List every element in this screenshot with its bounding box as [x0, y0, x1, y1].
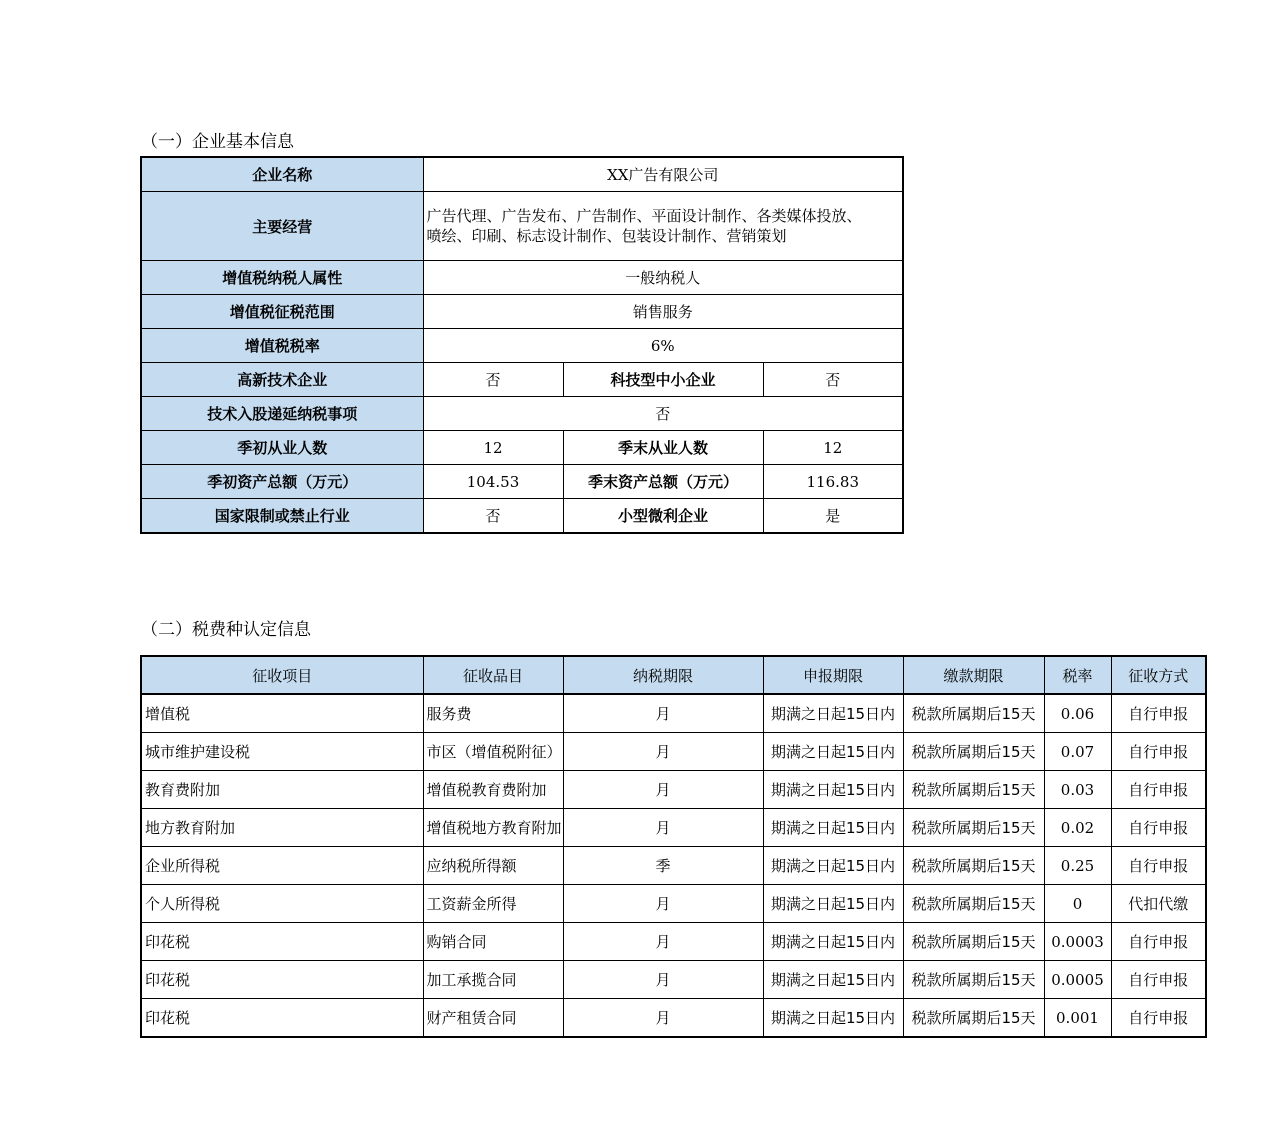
filing-deadline-cell: 期满之日起15日内	[763, 999, 903, 1038]
vat-taxpayer-label: 增值税纳税人属性	[141, 261, 423, 295]
row-vat-rate	[141, 329, 903, 363]
header-cell: 税率	[1044, 656, 1111, 694]
filing-deadline-cell: 期满之日起15日内	[763, 923, 903, 961]
tax-item-cell: 印花税	[141, 961, 423, 999]
restricted-label: 国家限制或禁止行业	[141, 499, 423, 534]
payment-deadline-cell: 税款所属期后15天	[903, 847, 1044, 885]
header-cell: 缴款期限	[903, 656, 1044, 694]
tax-period-cell: 月	[563, 923, 763, 961]
tax-period-cell: 月	[563, 694, 763, 733]
company-name-value: XX广告有限公司	[423, 157, 903, 192]
main-business-line2: 喷绘、印刷、标志设计制作、包装设计制作、营销策划	[426, 227, 787, 245]
main-business-value	[423, 192, 903, 261]
tax-period-cell: 月	[563, 885, 763, 923]
table-row	[141, 771, 1206, 809]
payment-deadline-cell: 税款所属期后15天	[903, 771, 1044, 809]
row-company-name	[141, 157, 903, 192]
employees-end-label: 季末从业人数	[563, 431, 763, 465]
tax-info-table	[140, 655, 1207, 1038]
collection-method-cell: 自行申报	[1111, 923, 1206, 961]
vat-scope-label: 增值税征税范围	[141, 295, 423, 329]
payment-deadline-cell: 税款所属期后15天	[903, 961, 1044, 999]
company-name-label: 企业名称	[141, 157, 423, 192]
vat-taxpayer-value: 一般纳税人	[423, 261, 903, 295]
header-cell: 征收方式	[1111, 656, 1206, 694]
payment-deadline-cell: 税款所属期后15天	[903, 999, 1044, 1038]
tax-table-body	[141, 694, 1206, 1037]
micro-label: 小型微利企业	[563, 499, 763, 534]
filing-deadline-cell: 期满之日起15日内	[763, 885, 903, 923]
header-cell: 申报期限	[763, 656, 903, 694]
tax-rate-cell: 0.001	[1044, 999, 1111, 1038]
collection-method-cell: 自行申报	[1111, 771, 1206, 809]
payment-deadline-cell: 税款所属期后15天	[903, 923, 1044, 961]
filing-deadline-cell: 期满之日起15日内	[763, 771, 903, 809]
tech-deferral-value: 否	[423, 397, 903, 431]
table-row	[141, 847, 1206, 885]
tax-rate-cell: 0.25	[1044, 847, 1111, 885]
tax-rate-cell: 0.06	[1044, 694, 1111, 733]
tax-item-cell: 印花税	[141, 999, 423, 1038]
collection-method-cell: 自行申报	[1111, 809, 1206, 847]
header-cell: 征收项目	[141, 656, 423, 694]
tax-category-cell: 加工承揽合同	[423, 961, 563, 999]
tax-table-header	[141, 656, 1206, 694]
collection-method-cell: 自行申报	[1111, 733, 1206, 771]
collection-method-cell: 自行申报	[1111, 999, 1206, 1038]
hitech-label: 高新技术企业	[141, 363, 423, 397]
row-employees	[141, 431, 903, 465]
payment-deadline-cell: 税款所属期后15天	[903, 694, 1044, 733]
row-hitech	[141, 363, 903, 397]
row-tech-deferral	[141, 397, 903, 431]
tax-item-cell: 印花税	[141, 923, 423, 961]
tax-category-cell: 财产租赁合同	[423, 999, 563, 1038]
tax-category-cell: 市区（增值税附征）	[423, 733, 563, 771]
payment-deadline-cell: 税款所属期后15天	[903, 809, 1044, 847]
payment-deadline-cell: 税款所属期后15天	[903, 733, 1044, 771]
sme-tech-value: 否	[763, 363, 903, 397]
tax-period-cell: 月	[563, 961, 763, 999]
main-business-line1: 广告代理、广告发布、广告制作、平面设计制作、各类媒体投放、	[426, 207, 862, 225]
table-row	[141, 733, 1206, 771]
row-restricted	[141, 499, 903, 534]
tax-rate-cell: 0.03	[1044, 771, 1111, 809]
collection-method-cell: 自行申报	[1111, 694, 1206, 733]
collection-method-cell: 代扣代缴	[1111, 885, 1206, 923]
tax-item-cell: 教育费附加	[141, 771, 423, 809]
employees-start-label: 季初从业人数	[141, 431, 423, 465]
tax-rate-cell: 0.07	[1044, 733, 1111, 771]
tax-rate-cell: 0.02	[1044, 809, 1111, 847]
vat-scope-value: 销售服务	[423, 295, 903, 329]
hitech-value: 否	[423, 363, 563, 397]
tax-category-cell: 增值税教育费附加	[423, 771, 563, 809]
table-row	[141, 923, 1206, 961]
main-business-label: 主要经营	[141, 192, 423, 261]
filing-deadline-cell: 期满之日起15日内	[763, 961, 903, 999]
filing-deadline-cell: 期满之日起15日内	[763, 847, 903, 885]
basic-info-table	[140, 156, 904, 534]
table-row	[141, 999, 1206, 1038]
tax-rate-cell: 0.0005	[1044, 961, 1111, 999]
vat-rate-value: 6%	[423, 329, 903, 363]
employees-end-value: 12	[763, 431, 903, 465]
micro-value: 是	[763, 499, 903, 534]
tax-rate-cell: 0	[1044, 885, 1111, 923]
tax-item-cell: 企业所得税	[141, 847, 423, 885]
employees-start-value: 12	[423, 431, 563, 465]
tech-deferral-label: 技术入股递延纳税事项	[141, 397, 423, 431]
tax-period-cell: 月	[563, 771, 763, 809]
table-row	[141, 694, 1206, 733]
assets-start-label: 季初资产总额（万元）	[141, 465, 423, 499]
row-assets	[141, 465, 903, 499]
tax-item-cell: 增值税	[141, 694, 423, 733]
payment-deadline-cell: 税款所属期后15天	[903, 885, 1044, 923]
assets-end-label: 季末资产总额（万元）	[563, 465, 763, 499]
tax-item-cell: 个人所得税	[141, 885, 423, 923]
collection-method-cell: 自行申报	[1111, 847, 1206, 885]
table-row	[141, 885, 1206, 923]
section-title-basic-info: （一）企业基本信息	[141, 132, 294, 152]
row-vat-scope	[141, 295, 903, 329]
filing-deadline-cell: 期满之日起15日内	[763, 733, 903, 771]
filing-deadline-cell: 期满之日起15日内	[763, 809, 903, 847]
tax-item-cell: 城市维护建设税	[141, 733, 423, 771]
restricted-value: 否	[423, 499, 563, 534]
assets-start-value: 104.53	[423, 465, 563, 499]
tax-category-cell: 购销合同	[423, 923, 563, 961]
tax-period-cell: 月	[563, 733, 763, 771]
tax-item-cell: 地方教育附加	[141, 809, 423, 847]
filing-deadline-cell: 期满之日起15日内	[763, 694, 903, 733]
tax-category-cell: 工资薪金所得	[423, 885, 563, 923]
collection-method-cell: 自行申报	[1111, 961, 1206, 999]
header-cell: 纳税期限	[563, 656, 763, 694]
header-cell: 征收品目	[423, 656, 563, 694]
section-title-tax-info: （二）税费种认定信息	[141, 620, 311, 640]
tax-category-cell: 增值税地方教育附加	[423, 809, 563, 847]
tax-rate-cell: 0.0003	[1044, 923, 1111, 961]
tax-category-cell: 应纳税所得额	[423, 847, 563, 885]
tax-period-cell: 季	[563, 847, 763, 885]
vat-rate-label: 增值税税率	[141, 329, 423, 363]
tax-category-cell: 服务费	[423, 694, 563, 733]
table-row	[141, 961, 1206, 999]
sme-tech-label: 科技型中小企业	[563, 363, 763, 397]
assets-end-value: 116.83	[763, 465, 903, 499]
tax-period-cell: 月	[563, 809, 763, 847]
row-vat-taxpayer	[141, 261, 903, 295]
row-main-business	[141, 192, 903, 261]
table-row	[141, 809, 1206, 847]
tax-period-cell: 月	[563, 999, 763, 1038]
